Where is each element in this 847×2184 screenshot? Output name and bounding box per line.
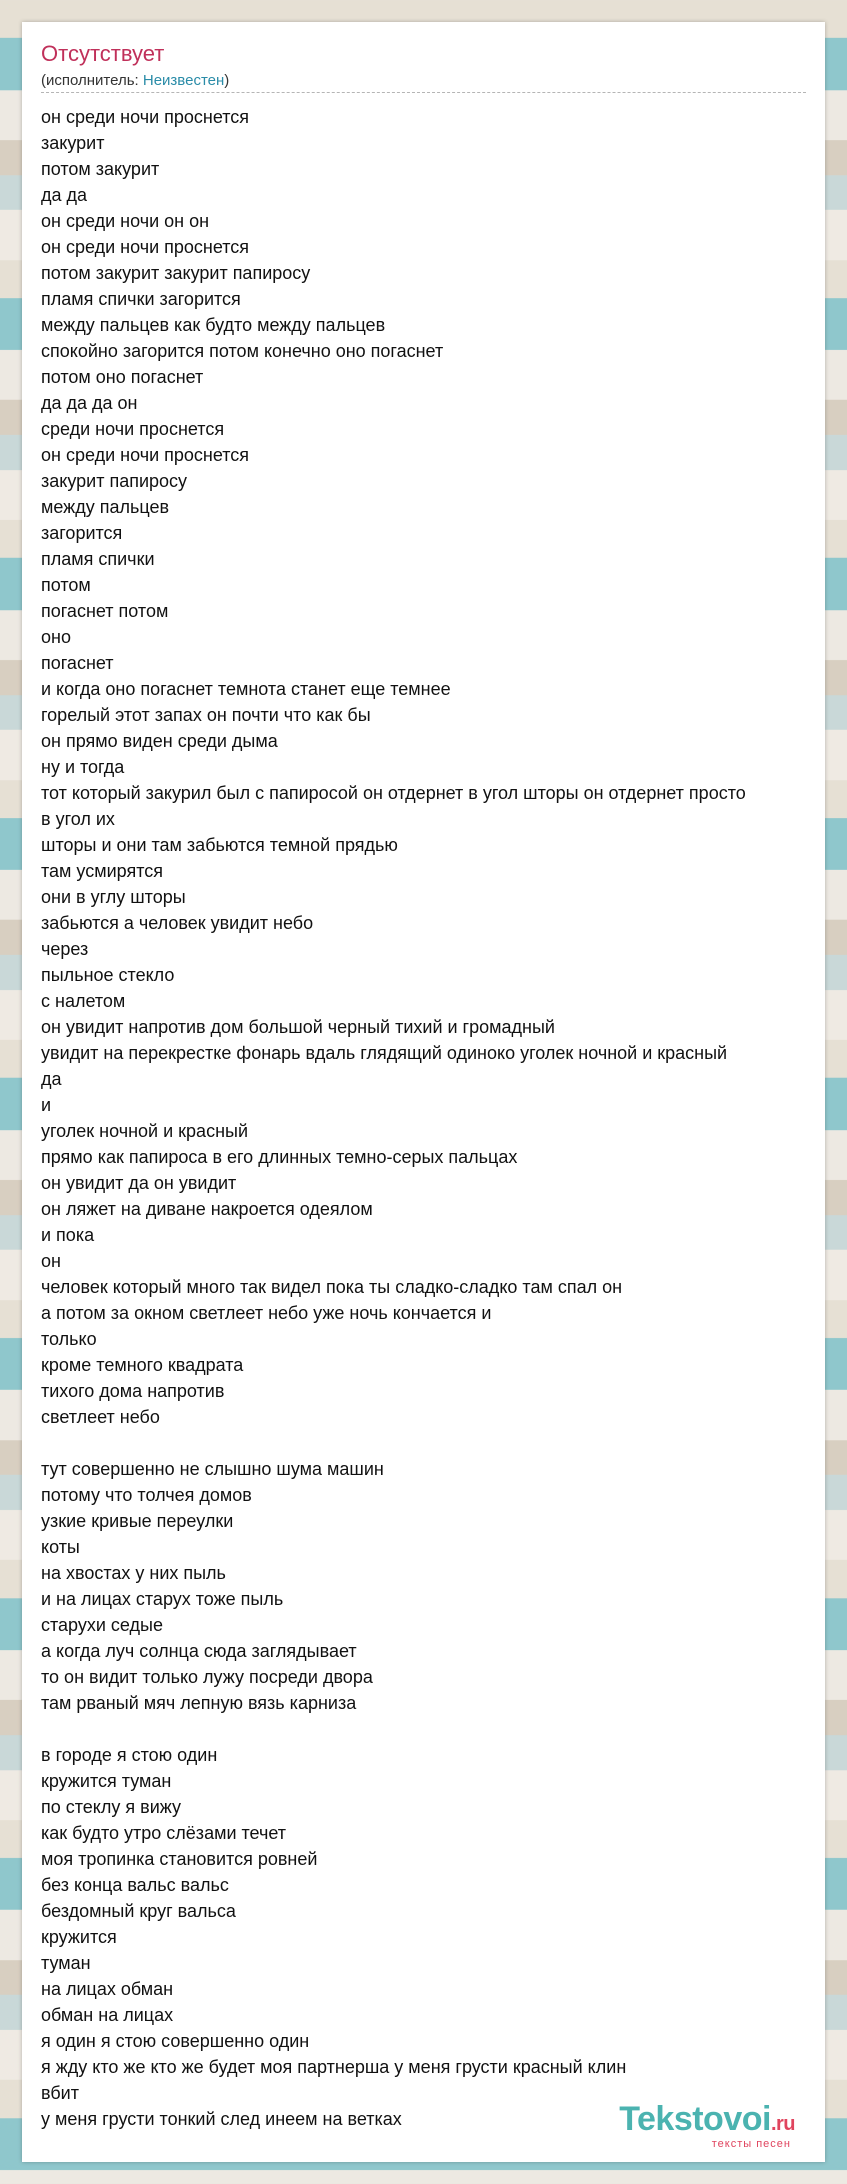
- lyric-line: погаснет потом: [41, 601, 169, 621]
- lyric-line: закурит папиросу: [41, 471, 188, 491]
- lyric-line: бездомный круг вальса: [41, 1901, 236, 1921]
- lyric-line: забьются а человек увидит небо: [41, 913, 314, 933]
- lyric-line: потому что толчея домов: [41, 1485, 252, 1505]
- lyric-line: пламя спички загорится: [41, 289, 241, 309]
- lyric-line: как будто утро слёзами течет: [41, 1823, 286, 1843]
- lyric-line: на хвостах у них пыль: [41, 1563, 226, 1583]
- lyric-line: между пальцев: [41, 497, 170, 517]
- lyric-line: шторы и они там забьются темной прядью: [41, 835, 398, 855]
- lyric-line: да: [41, 1069, 62, 1089]
- lyric-line: они в углу шторы: [41, 887, 186, 907]
- lyric-line: я жду кто же кто же будет моя партнерша у меня грусти красный клин: [41, 2057, 627, 2077]
- artist-line: [41, 72, 229, 90]
- lyric-line: светлеет небо: [41, 1407, 160, 1427]
- lyric-line: на лицах обман: [41, 1979, 174, 1999]
- lyric-line: он среди ночи он он: [41, 211, 210, 231]
- song-title: Отсутствует: [41, 41, 165, 66]
- lyric-line: в городе я стою один: [41, 1745, 218, 1765]
- lyric-line: там усмирятся: [41, 861, 164, 881]
- lyric-line: среди ночи проснется: [41, 419, 225, 439]
- logo-wordmark: [619, 2101, 795, 2142]
- lyric-line: закурит: [41, 133, 105, 153]
- lyric-line: потом: [41, 575, 91, 595]
- lyric-line: спокойно загорится потом конечно оно погаснет: [41, 341, 444, 361]
- lyric-line: кроме темного квадрата: [41, 1355, 244, 1375]
- lyric-line: и: [41, 1095, 52, 1115]
- site-logo[interactable]: [619, 2101, 795, 2150]
- lyric-line: загорится: [41, 523, 123, 543]
- lyric-line: пламя спички: [41, 549, 155, 569]
- lyric-line: он среди ночи проснется: [41, 445, 250, 465]
- title-divider: [41, 92, 806, 93]
- lyric-line: коты: [41, 1537, 80, 1557]
- lyric-line: потом закурит: [41, 159, 160, 179]
- logo-main-text: Tekstovoi: [619, 2100, 771, 2138]
- lyric-line: потом закурит закурит папиросу: [41, 263, 311, 283]
- lyric-line: моя тропинка становится ровней: [41, 1849, 318, 1869]
- lyric-line: кружится туман: [41, 1771, 172, 1791]
- lyric-line: туман: [41, 1953, 91, 1973]
- lyric-line: тихого дома напротив: [41, 1381, 225, 1401]
- logo-tagline: тексты песен: [711, 2138, 791, 2150]
- lyric-line: то он видит только лужу посреди двора: [41, 1667, 373, 1687]
- lyric-line: увидит на перекрестке фонарь вдаль глядящий одиноко уголек ночной и красный: [41, 1043, 728, 1063]
- lyric-line: он среди ночи проснется: [41, 107, 250, 127]
- artist-link[interactable]: Неизвестен: [142, 72, 225, 89]
- lyric-line: [41, 1430, 847, 1456]
- lyric-line: там рваный мяч лепную вязь карниза: [41, 1693, 357, 1713]
- lyric-line: уголек ночной и красный: [41, 1121, 248, 1141]
- lyric-line: да да да он: [41, 393, 138, 413]
- lyric-line: погаснет: [41, 653, 114, 673]
- lyric-line: обман на лицах: [41, 2005, 174, 2025]
- lyric-line: он увидит напротив дом большой черный тихий и громадный: [41, 1017, 555, 1037]
- lyric-line: по стеклу я вижу: [41, 1797, 182, 1817]
- lyric-line: вбит: [41, 2083, 79, 2103]
- lyric-line: с налетом: [41, 991, 126, 1011]
- lyric-line: и пока: [41, 1225, 95, 1245]
- lyric-line: через: [41, 939, 89, 959]
- artist-prefix: (исполнитель:: [41, 72, 143, 89]
- lyric-line: да да: [41, 185, 88, 205]
- lyric-line: в угол их: [41, 809, 115, 829]
- artist-suffix: ): [224, 72, 230, 89]
- lyric-line: пыльное стекло: [41, 965, 175, 985]
- lyric-line: и на лицах старух тоже пыль: [41, 1589, 284, 1609]
- lyric-line: он прямо виден среди дыма: [41, 731, 278, 751]
- lyric-line: только: [41, 1329, 97, 1349]
- lyric-line: узкие кривые переулки: [41, 1511, 234, 1531]
- lyric-line: он: [41, 1251, 61, 1271]
- lyric-line: и когда оно погаснет темнота станет еще темнее: [41, 679, 451, 699]
- lyric-line: он среди ночи проснется: [41, 237, 250, 257]
- lyric-line: человек который много так видел пока ты сладко-сладко там спал он: [41, 1277, 623, 1297]
- lyric-line: оно: [41, 627, 71, 647]
- lyrics-card: [22, 22, 825, 2162]
- lyric-line: он увидит да он увидит: [41, 1173, 237, 1193]
- lyric-line: [41, 1716, 847, 1742]
- lyric-line: ну и тогда: [41, 757, 125, 777]
- lyric-line: а потом за окном светлеет небо уже ночь кончается и: [41, 1303, 492, 1323]
- lyric-line: кружится: [41, 1927, 117, 1947]
- lyric-line: тот который закурил был с папиросой он отдернет в угол шторы он отдернет просто: [41, 783, 746, 803]
- logo-tld: .ru: [770, 2113, 795, 2135]
- lyrics-text: [41, 104, 847, 2132]
- lyric-line: у меня грусти тонкий след инеем на ветках: [41, 2109, 402, 2129]
- lyric-line: между пальцев как будто между пальцев: [41, 315, 386, 335]
- lyric-line: я один я стою совершенно один: [41, 2031, 310, 2051]
- lyric-line: без конца вальс вальс: [41, 1875, 229, 1895]
- lyric-line: старухи седые: [41, 1615, 163, 1635]
- lyric-line: горелый этот запах он почти что как бы: [41, 705, 371, 725]
- lyric-line: прямо как папироса в его длинных темно-серых пальцах: [41, 1147, 518, 1167]
- lyric-line: потом оно погаснет: [41, 367, 204, 387]
- lyric-line: он ляжет на диване накроется одеялом: [41, 1199, 373, 1219]
- lyric-line: а когда луч солнца сюда заглядывает: [41, 1641, 357, 1661]
- lyric-line: тут совершенно не слышно шума машин: [41, 1459, 384, 1479]
